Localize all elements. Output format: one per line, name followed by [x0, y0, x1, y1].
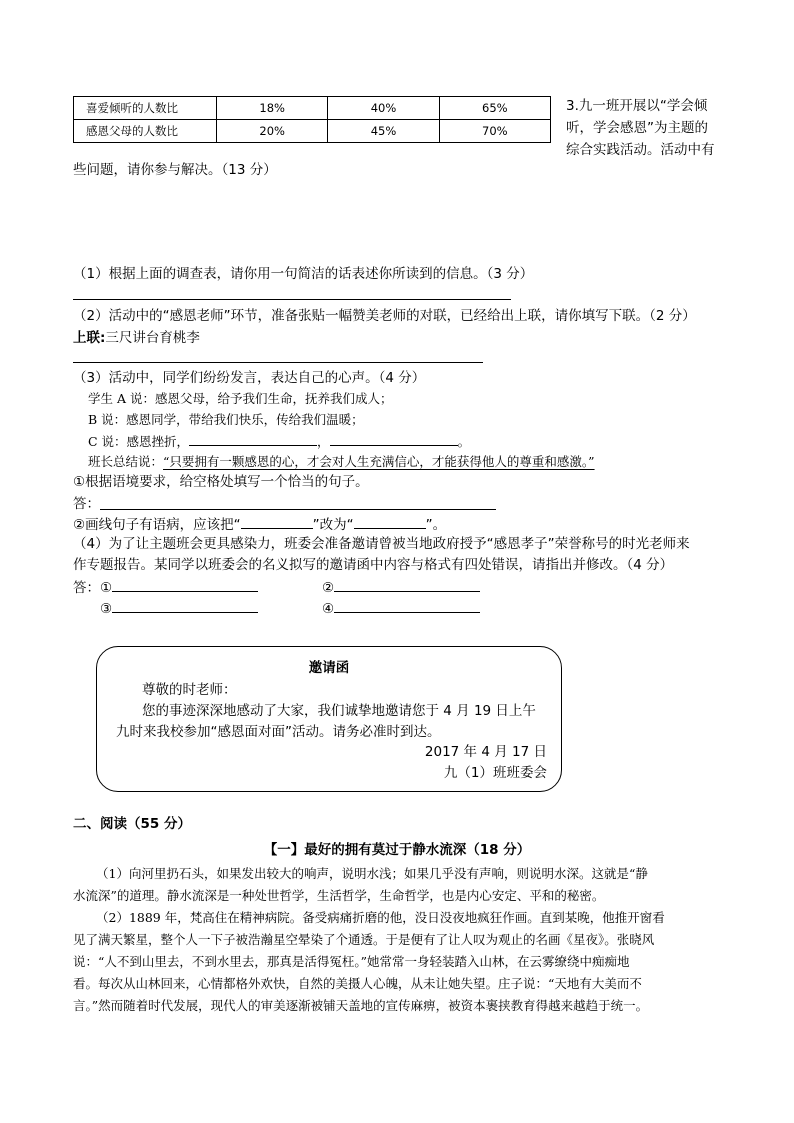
separator: ， — [317, 434, 330, 449]
letter-date: 2017 年 4 月 17 日 — [424, 744, 547, 760]
answer-line[interactable] — [100, 509, 496, 510]
answer-row-2 — [100, 598, 258, 619]
blank-2[interactable] — [330, 431, 458, 446]
upper-couplet — [73, 328, 200, 348]
passage-p1-line1: （1）向河里扔石头，如果发出较大的响声，说明水浅；如果几乎没有声响，则说明水深。这就是“静 — [96, 866, 648, 881]
student-b-quote: B 说：感恩同学，带给我们快乐，传给我们温暖； — [88, 412, 364, 427]
answer-row-1b — [322, 577, 480, 598]
q3-sub4-line1: （4）为了让主题班会更具感染力，班委会准备邀请曾被当地政府授予“感恩孝子”荣誉称号的时光老师来 — [73, 536, 690, 552]
row-label: 感恩父母的人数比 — [74, 120, 217, 143]
q3-intro-line2: 听，学会感恩”为主题的 — [566, 120, 708, 136]
q3-sub2: （2）活动中的“感恩老师”环节，准备张贴一幅赞美老师的对联，已经给出上联，请你填写下联。（2 分） — [73, 308, 696, 324]
answer-blank-1[interactable] — [112, 577, 258, 592]
letter-body-line1: 您的事迹深深地感动了大家，我们诚挚地邀请您于 4 月 19 日上午 — [142, 703, 536, 719]
upper-couplet-text: 三尺讲台育桃李 — [105, 330, 200, 346]
item-number: ③ — [100, 601, 113, 617]
table-cell: 70% — [439, 120, 550, 143]
passage-p2-line4: 看。每次从山林回来，心情都格外欢快，自然的美摄人心魄，从未让她失望。庄子说：“天地有大美而不 — [73, 976, 642, 991]
item-number: ① — [100, 580, 113, 596]
row-label: 喜爱倾听的人数比 — [74, 97, 217, 120]
table-row — [74, 120, 551, 143]
monitor-summary — [88, 452, 595, 472]
q3-part2 — [73, 514, 446, 535]
letter-title: 邀请函 — [308, 660, 350, 676]
q3-sub3: （3）活动中，同学们纷纷发言，表达自己的心声。（4 分） — [73, 370, 426, 386]
item-number: ④ — [322, 601, 335, 617]
passage-p1-line2: 水流深”的道理。静水流深是一种处世哲学，生活哲学，生命哲学，也是内心安定、平和的秘密。 — [73, 888, 605, 903]
answer-row-2b — [322, 598, 480, 619]
answer-line[interactable] — [73, 299, 511, 300]
answer-blank-3[interactable] — [112, 598, 258, 613]
q3-intro-line1: 3.九一班开展以“学会倾 — [566, 98, 708, 114]
summary-prefix: 班长总结说： — [88, 454, 164, 469]
answer-blank-4[interactable] — [334, 598, 480, 613]
q3-sub4-line2: 作专题报告。某同学以班委会的名义拟写的邀请函中内容与格式有四处错误，请指出并修改。（4 分） — [73, 557, 674, 573]
letter-signature: 九（1）班班委会 — [443, 765, 547, 781]
q3-part2-text-a: ②画线句子有语病，应该把“ — [73, 517, 241, 533]
q3-intro-line3: 综合实践活动。活动中有 — [566, 142, 715, 158]
table-cell: 20% — [217, 120, 328, 143]
q3-intro-line4: 些问题，请你参与解决。（13 分） — [73, 162, 277, 178]
end-mark: 。 — [457, 434, 471, 449]
item-number: ② — [322, 580, 335, 596]
survey-table — [73, 96, 551, 143]
passage-p2-line5: 言。”然而随着时代发展，现代人的审美逐渐被铺天盖地的宣传麻痹，被资本裹挟教育得越来越趋于统一。 — [73, 998, 649, 1013]
letter-greeting: 尊敬的时老师： — [142, 682, 237, 698]
table-cell: 65% — [439, 97, 550, 120]
answer-row-1 — [73, 577, 258, 598]
blank-original[interactable] — [241, 514, 313, 529]
upper-couplet-label: 上联: — [73, 330, 106, 346]
letter-body-line2: 九时来我校参加“感恩面对面”活动。请务必准时到达。 — [116, 724, 441, 740]
passage-p2-line1: （2）1889 年，梵高住在精神病院。备受病痛折磨的他，没日没夜地疯狂作画。直到某晚，他推开窗看 — [96, 910, 665, 925]
passage-p2-line2: 见了满天繁星，整个人一下子被浩瀚星空晕染了个通透。于是便有了让人叹为观止的名画《星夜》。张晓风 — [73, 932, 655, 947]
answer-label: 答： — [73, 496, 100, 512]
q3-part2-text-c: ”。 — [425, 517, 447, 533]
answer-line[interactable] — [73, 362, 483, 363]
student-c-quote — [88, 431, 470, 452]
summary-underlined-sentence: “只要拥有一颗感恩的心，才会对人生充满信心，才能获得他人的尊重和感激。” — [163, 454, 595, 469]
table-row — [74, 97, 551, 120]
table-cell: 45% — [328, 120, 439, 143]
q3-sub1: （1）根据上面的调查表，请你用一句简洁的话表述你所读到的信息。（3 分） — [73, 266, 534, 282]
blank-1[interactable] — [189, 431, 317, 446]
passage-p2-line3: 说：“人不到山里去，不到水里去，那真是活得冤枉。”她常常一身轻装踏入山林，在云雾缭绕中痴痴地 — [73, 954, 630, 969]
q3-part1: ①根据语境要求，给空格处填写一个恰当的句子。 — [73, 474, 369, 490]
table-cell: 18% — [217, 97, 328, 120]
answer-blank-2[interactable] — [334, 577, 480, 592]
table-cell: 40% — [328, 97, 439, 120]
passage-title: 【一】最好的拥有莫过于静水流深（18 分） — [263, 842, 531, 858]
blank-revised[interactable] — [354, 514, 426, 529]
q3-part2-text-b: ”改为“ — [312, 517, 354, 533]
student-a-quote: 学生 A 说：感恩父母，给予我们生命，抚养我们成人； — [88, 391, 393, 406]
answer-prefix: 答： — [73, 580, 100, 596]
reading-section-heading: 二、阅读（55 分） — [73, 816, 191, 832]
student-c-text: C 说：感恩挫折， — [88, 434, 190, 449]
